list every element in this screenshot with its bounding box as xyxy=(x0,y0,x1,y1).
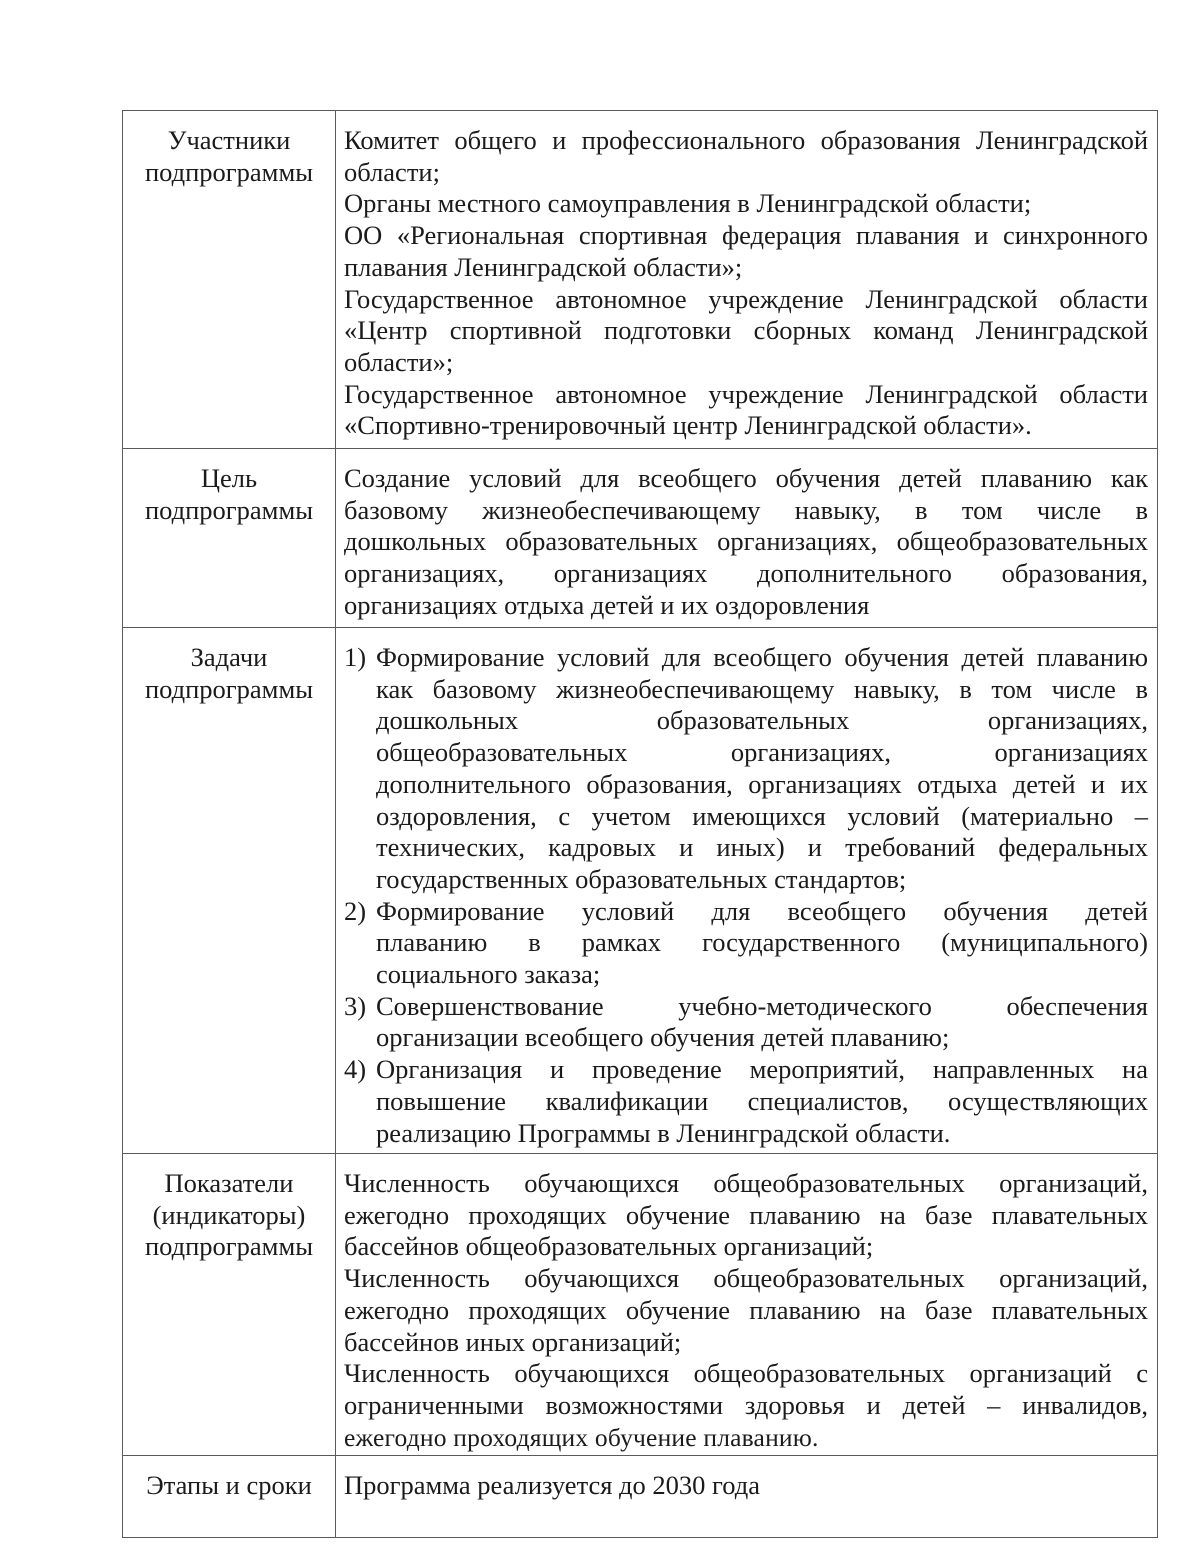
text-line: ежегодно проходящих обучение плаванию на базе плавательных xyxy=(344,1199,1148,1230)
text-line: Формирование условий для всеобщего обучения детей плаванию xyxy=(376,642,1148,672)
task-text xyxy=(376,1054,1148,1149)
task-text xyxy=(376,642,1148,896)
participant-paragraph xyxy=(344,125,1148,188)
row-label-line: Этапы и сроки xyxy=(146,1470,312,1500)
text-line: организации всеобщего обучения детей плаванию; xyxy=(376,1022,950,1053)
table-row-goal xyxy=(123,449,1158,628)
row-label-line: Цель xyxy=(200,463,258,493)
text-line: ежегодно проходящих обучение плаванию. xyxy=(344,1422,819,1452)
goal-paragraph xyxy=(344,463,1148,622)
text-line: Организация и проведение мероприятий, направленных на xyxy=(376,1054,1148,1085)
text-line: ОО «Региональная спортивная федерация плавания и синхронного xyxy=(344,220,1148,251)
text-line: повышение квалификации специалистов, осуществляющих xyxy=(376,1085,1148,1116)
text-line: «Спортивно-тренировочный центр Ленинградской области». xyxy=(344,410,1032,441)
text-line: Создание условий для всеобщего обучения детей плаванию как xyxy=(344,463,1148,493)
text-line: оздоровления, с учетом имеющихся условий (материально – xyxy=(376,800,1148,831)
row-content xyxy=(336,111,1158,449)
text-line: базовому жизнеобеспечивающему навыку, в том числе в xyxy=(344,494,1148,525)
table-row-participants xyxy=(123,111,1158,449)
task-item xyxy=(344,991,1148,1054)
row-label-line: Показатели xyxy=(164,1168,294,1198)
text-line: области; xyxy=(344,156,440,187)
text-line: бассейнов общеобразовательных организаций; xyxy=(344,1231,874,1262)
text-line: технических, кадровых и иных) и требований федеральных xyxy=(376,832,1148,863)
row-label xyxy=(123,111,336,449)
task-number: 1) xyxy=(344,642,367,672)
row-label-line: (индикаторы) xyxy=(152,1199,306,1230)
text-line: Совершенствование учебно-методического обеспечения xyxy=(376,990,1148,1021)
text-line: ограниченными возможностями здоровья и детей – инвалидов, xyxy=(344,1389,1148,1420)
text-line: области»; xyxy=(344,346,454,377)
indicator-paragraph xyxy=(344,1168,1148,1263)
text-line: как базовому жизнеобеспечивающему навыку, в том числе в xyxy=(376,673,1148,704)
text-line: дошкольных образовательных организациях, общеобразовательных xyxy=(344,526,1148,557)
row-label-line: подпрограммы xyxy=(144,673,314,704)
text-line: социального заказа; xyxy=(376,959,601,990)
row-content xyxy=(336,628,1158,1154)
text-line: Государственное автономное учреждение Ленинградской области xyxy=(344,283,1148,314)
task-text xyxy=(376,991,1148,1054)
task-number: 4) xyxy=(344,1054,367,1085)
row-label xyxy=(123,1154,336,1456)
task-item xyxy=(344,896,1148,991)
text-line: Государственное автономное учреждение Ленинградской области xyxy=(344,378,1148,409)
table-row-tasks xyxy=(123,628,1158,1154)
text-line: государственных образовательных стандартов; xyxy=(376,863,907,894)
text-line: реализацию Программы в Ленинградской области. xyxy=(376,1117,951,1148)
row-content xyxy=(336,449,1158,628)
text-line: плаванию в рамках государственного (муниципального) xyxy=(376,927,1148,958)
task-item xyxy=(344,1054,1148,1149)
text-line: ежегодно проходящих обучение плаванию на базе плавательных xyxy=(344,1294,1148,1325)
row-label-line: Задачи xyxy=(190,642,268,672)
task-text xyxy=(376,896,1148,991)
text-line: дополнительного образования, организациях отдыха детей и их xyxy=(376,768,1148,799)
text-line: «Центр спортивной подготовки сборных команд Ленинградской xyxy=(344,315,1148,346)
row-content xyxy=(336,1154,1158,1456)
task-number: 3) xyxy=(344,990,367,1021)
task-item xyxy=(344,642,1148,896)
participant-paragraph xyxy=(344,220,1148,283)
text-line: Численность обучающихся общеобразовательных организаций, xyxy=(344,1263,1148,1294)
subprogram-passport-table xyxy=(122,110,1158,1538)
text-line: Численность обучающихся общеобразовательных организаций с xyxy=(344,1358,1148,1389)
text-line: Численность обучающихся общеобразовательных организаций, xyxy=(344,1168,1148,1198)
participant-paragraph xyxy=(344,379,1148,442)
text-line: плавания Ленинградской области»; xyxy=(344,251,743,282)
text-line: организациях, организациях дополнительного образования, xyxy=(344,558,1148,589)
participant-paragraph xyxy=(344,188,1148,220)
row-label-line: подпрограммы xyxy=(144,156,314,187)
text-line: Органы местного самоуправления в Ленинградской области; xyxy=(344,188,1032,219)
row-label xyxy=(123,449,336,628)
indicator-paragraph xyxy=(344,1358,1148,1453)
row-label-line: Участники xyxy=(167,125,291,155)
participant-paragraph xyxy=(344,284,1148,379)
row-label xyxy=(123,1456,336,1538)
row-label xyxy=(123,628,336,1154)
text-line: Формирование условий для всеобщего обучения детей xyxy=(376,895,1148,926)
text-line: общеобразовательных организациях, организациях xyxy=(376,737,1148,768)
table-row-indicators xyxy=(123,1154,1158,1456)
text-line: организациях отдыха детей и их оздоровления xyxy=(344,589,870,620)
text-line: бассейнов иных организаций; xyxy=(344,1326,682,1357)
text-line: дошкольных образовательных организациях, xyxy=(376,705,1148,736)
row-label-line: подпрограммы xyxy=(144,494,314,525)
text-line: Комитет общего и профессионального образования Ленинградской xyxy=(344,125,1148,155)
table-row-stages xyxy=(123,1456,1158,1538)
text-line: Программа реализуется до 2030 года xyxy=(344,1470,760,1500)
indicator-paragraph xyxy=(344,1263,1148,1358)
task-number: 2) xyxy=(344,895,367,926)
row-content xyxy=(336,1456,1158,1538)
row-label-line: подпрограммы xyxy=(144,1231,314,1262)
